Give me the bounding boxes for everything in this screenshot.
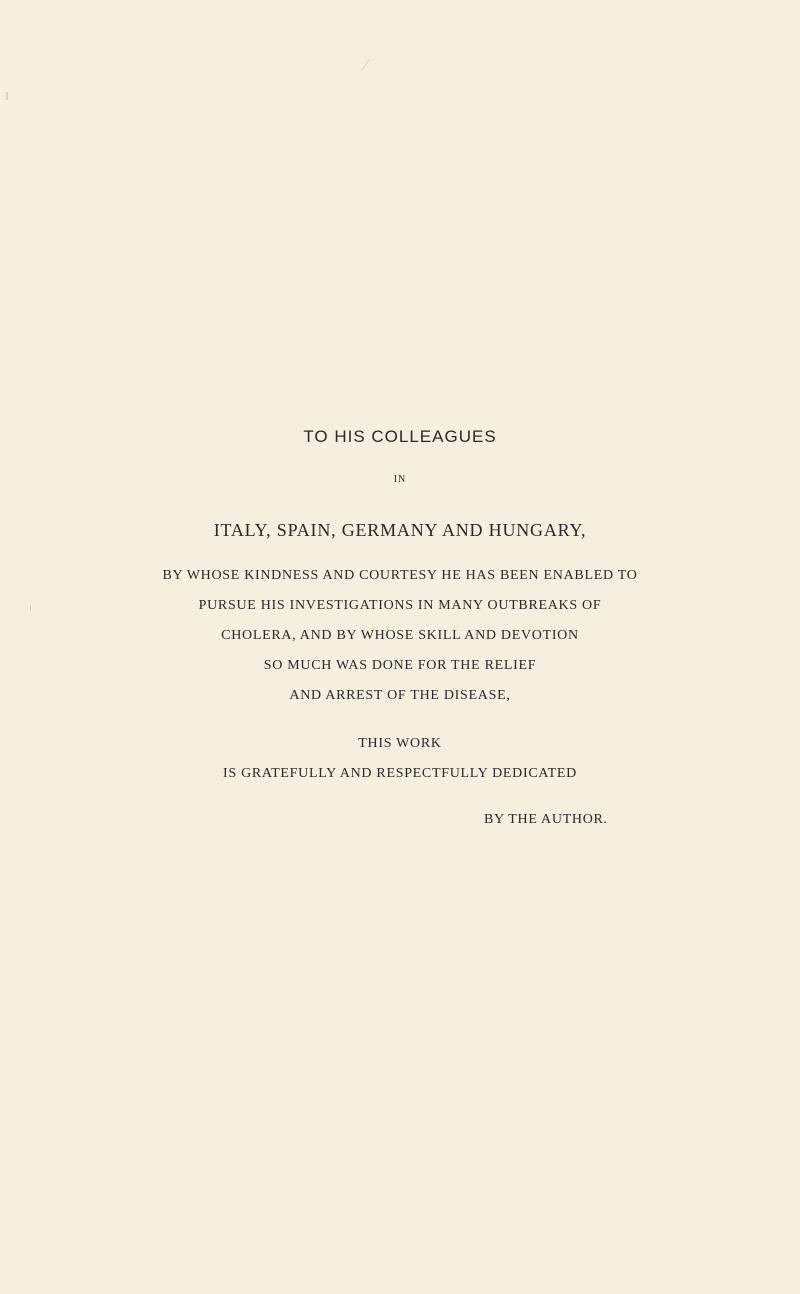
dedication-line-2: PURSUE HIS INVESTIGATIONS IN MANY OUTBREAKS OF (198, 598, 602, 613)
dedication-line-5: AND ARREST OF THE DISEASE, (289, 688, 511, 703)
this-work-label: THIS WORK (358, 736, 442, 751)
author-signature: BY THE AUTHOR. (484, 812, 608, 827)
dedication-line-4: SO MUCH WAS DONE FOR THE RELIEF (263, 658, 537, 673)
dedication-in: IN (393, 474, 407, 485)
dedication-line-3: CHOLERA, AND BY WHOSE SKILL AND DEVOTION (221, 628, 579, 643)
dedication-statement: IS GRATEFULLY AND RESPECTFULLY DEDICATED (223, 766, 577, 781)
paper-speck (6, 92, 8, 100)
dedication-line-1: BY WHOSE KINDNESS AND COURTESY HE HAS BEEN ENABLED TO (162, 568, 638, 583)
dedication-title: TO HIS COLLEAGUES (303, 427, 497, 446)
dedication-countries: ITALY, SPAIN, GERMANY AND HUNGARY, (213, 520, 587, 540)
paper-mark (361, 59, 370, 71)
